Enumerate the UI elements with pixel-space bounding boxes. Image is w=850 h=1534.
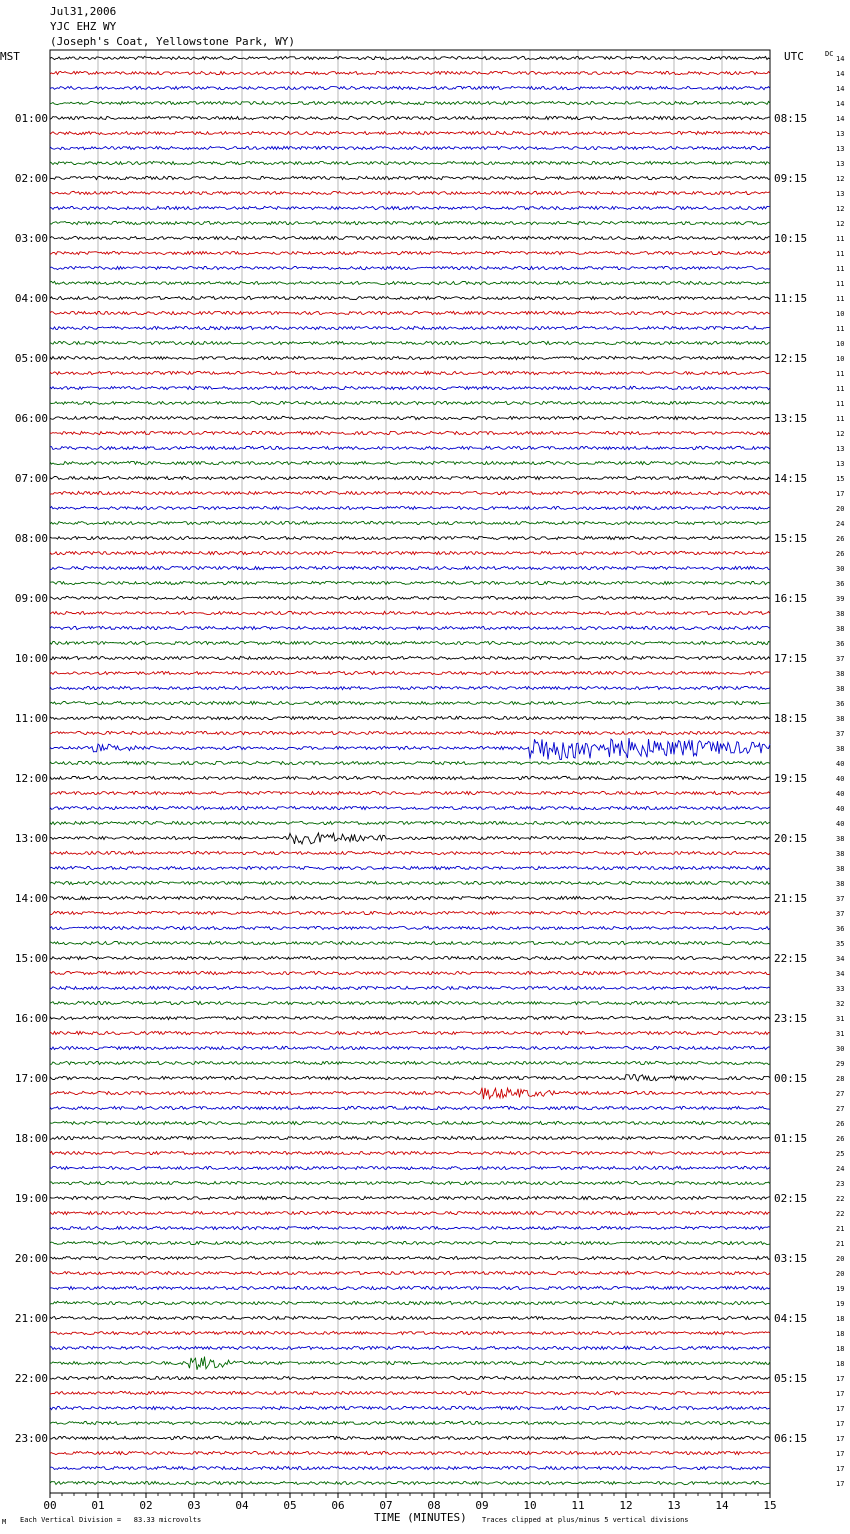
dc-offset-value: 11: [836, 265, 845, 273]
mst-hour-label: 06:00: [14, 412, 48, 425]
x-tick-label: 04: [235, 1499, 249, 1512]
dc-offset-value: 26: [836, 1135, 845, 1143]
seismic-trace: [50, 1196, 770, 1199]
x-tick-label: 07: [379, 1499, 393, 1512]
mst-hour-label: 10:00: [14, 652, 48, 665]
seismic-trace: [50, 86, 770, 89]
seismic-trace: [50, 596, 770, 599]
seismic-trace: [50, 356, 770, 359]
seismic-trace: [50, 1451, 770, 1454]
seismic-trace: [50, 1181, 770, 1184]
utc-hour-label: 09:15: [774, 172, 808, 185]
dc-offset-value: 22: [836, 1210, 845, 1218]
seismic-trace: [50, 491, 770, 494]
mst-hour-label: 08:00: [14, 532, 48, 545]
seismic-trace: [50, 131, 770, 134]
mst-hour-label: 04:00: [14, 292, 48, 305]
seismic-trace: [50, 251, 770, 254]
x-tick-label: 11: [571, 1499, 585, 1512]
x-tick-label: 02: [139, 1499, 153, 1512]
dc-offset-value: 36: [836, 700, 845, 708]
dc-offset-value: 13: [836, 160, 845, 168]
mst-hour-label: 13:00: [14, 832, 48, 845]
mst-hour-label: 01:00: [14, 112, 48, 125]
seismic-trace: [50, 476, 770, 479]
seismic-trace: [50, 686, 770, 689]
dc-offset-value: 17: [836, 1375, 845, 1383]
dc-offset-value: 13: [836, 190, 845, 198]
dc-offset-value: 14: [836, 100, 845, 108]
seismic-trace: [50, 1256, 770, 1259]
x-tick-label: 06: [331, 1499, 345, 1512]
dc-offset-value: 20: [836, 505, 845, 513]
dc-offset-value: 17: [836, 1450, 845, 1458]
x-tick-label: 09: [475, 1499, 489, 1512]
utc-hour-label: 04:15: [774, 1312, 808, 1325]
mst-hour-label: 03:00: [14, 232, 48, 245]
utc-hour-label: 05:15: [774, 1372, 808, 1385]
clip-note: Traces clipped at plus/minus 5 vertical divisions: [482, 1516, 689, 1524]
dc-offset-value: 12: [836, 430, 845, 438]
dc-offset-value: 12: [836, 175, 845, 183]
utc-hour-label: 18:15: [774, 712, 808, 725]
dc-offset-label: DC: [825, 50, 834, 58]
mst-hour-label: 15:00: [14, 952, 48, 965]
mst-hour-label: 07:00: [14, 472, 48, 485]
seismic-trace: [50, 1241, 770, 1244]
utc-hour-label: 21:15: [774, 892, 808, 905]
seismic-trace: [50, 566, 770, 569]
seismic-trace: [50, 1226, 770, 1229]
seismic-trace: [50, 833, 770, 844]
utc-hour-label: 22:15: [774, 952, 808, 965]
seismic-trace: [50, 506, 770, 509]
seismic-trace: [50, 716, 770, 719]
dc-offset-value: 24: [836, 1165, 845, 1173]
dc-offset-value: 37: [836, 895, 845, 903]
seismic-trace: [50, 1436, 770, 1439]
seismic-trace: [50, 1106, 770, 1109]
seismic-trace: [50, 941, 770, 944]
seismic-trace: [50, 1376, 770, 1379]
dc-offset-value: 17: [836, 1435, 845, 1443]
mst-hour-label: 21:00: [14, 1312, 48, 1325]
seismic-trace: [50, 971, 770, 974]
mst-hour-label: 18:00: [14, 1132, 48, 1145]
dc-offset-value: 11: [836, 385, 845, 393]
left-timezone-label: MST: [0, 50, 20, 63]
seismic-trace: [50, 1088, 770, 1100]
seismic-trace: [50, 431, 770, 434]
utc-hour-label: 06:15: [774, 1432, 808, 1445]
dc-offset-value: 30: [836, 1045, 845, 1053]
seismic-trace: [50, 401, 770, 404]
dc-offset-value: 11: [836, 325, 845, 333]
x-tick-label: 01: [91, 1499, 105, 1512]
seismic-trace: [50, 1031, 770, 1034]
mst-hour-label: 12:00: [14, 772, 48, 785]
dc-offset-value: 14: [836, 115, 845, 123]
dc-offset-value: 12: [836, 220, 845, 228]
seismic-trace: [50, 1331, 770, 1334]
dc-offset-value: 11: [836, 250, 845, 258]
seismic-trace: [50, 191, 770, 194]
dc-offset-value: 14: [836, 85, 845, 93]
dc-offset-value: 36: [836, 925, 845, 933]
seismic-trace: [50, 776, 770, 779]
seismic-trace: [50, 341, 770, 344]
dc-offset-value: 34: [836, 970, 845, 978]
seismic-trace: [50, 1346, 770, 1349]
station-code: YJC EHZ WY: [50, 20, 117, 33]
seismic-trace: [50, 56, 770, 59]
seismic-trace: [50, 1357, 770, 1370]
x-tick-label: 08: [427, 1499, 441, 1512]
record-date: Jul31,2006: [50, 5, 117, 18]
seismic-trace: [50, 386, 770, 389]
seismic-trace: [50, 1061, 770, 1064]
x-tick-label: 05: [283, 1499, 297, 1512]
dc-offset-value: 11: [836, 295, 845, 303]
seismic-trace: [50, 1001, 770, 1004]
dc-offset-value: 11: [836, 370, 845, 378]
seismic-trace: [50, 161, 770, 164]
seismic-trace: [50, 1121, 770, 1124]
seismic-trace: [50, 896, 770, 899]
dc-offset-value: 31: [836, 1030, 845, 1038]
mst-hour-label: 19:00: [14, 1192, 48, 1205]
utc-hour-label: 19:15: [774, 772, 808, 785]
seismic-trace: [50, 146, 770, 149]
seismic-trace: [50, 1301, 770, 1304]
mst-hour-label: 09:00: [14, 592, 48, 605]
seismic-trace: [50, 956, 770, 959]
right-timezone-label: UTC: [784, 50, 804, 63]
dc-offset-value: 19: [836, 1285, 845, 1293]
dc-offset-value: 17: [836, 1405, 845, 1413]
seismic-trace: [50, 521, 770, 524]
seismic-trace: [50, 1286, 770, 1289]
seismic-trace: [50, 1075, 770, 1081]
dc-offset-value: 37: [836, 910, 845, 918]
dc-offset-value: 38: [836, 670, 845, 678]
seismic-trace: [50, 1016, 770, 1019]
dc-offset-value: 25: [836, 1150, 845, 1158]
dc-offset-value: 15: [836, 475, 845, 483]
dc-offset-value: 37: [836, 655, 845, 663]
mst-hour-label: 14:00: [14, 892, 48, 905]
dc-offset-value: 17: [836, 1480, 845, 1488]
seismic-trace: [50, 1271, 770, 1274]
seismic-trace: [50, 731, 770, 734]
dc-offset-value: 26: [836, 1120, 845, 1128]
dc-offset-value: 38: [836, 715, 845, 723]
seismic-trace: [50, 71, 770, 74]
utc-hour-label: 02:15: [774, 1192, 808, 1205]
utc-hour-label: 13:15: [774, 412, 808, 425]
dc-offset-value: 32: [836, 1000, 845, 1008]
dc-offset-value: 39: [836, 595, 845, 603]
seismic-trace: [50, 416, 770, 419]
seismic-trace: [50, 656, 770, 659]
seismic-trace: [50, 626, 770, 629]
dc-offset-value: 35: [836, 940, 845, 948]
seismic-trace: [50, 536, 770, 539]
seismic-trace: [50, 1391, 770, 1394]
seismic-trace: [50, 371, 770, 374]
dc-offset-value: 10: [836, 340, 845, 348]
dc-offset-value: 27: [836, 1090, 845, 1098]
utc-hour-label: 17:15: [774, 652, 808, 665]
dc-offset-value: 22: [836, 1195, 845, 1203]
x-tick-label: 00: [43, 1499, 57, 1512]
dc-offset-value: 13: [836, 460, 845, 468]
seismic-trace: [50, 1046, 770, 1049]
dc-offset-value: 10: [836, 310, 845, 318]
dc-offset-value: 10: [836, 355, 845, 363]
seismic-trace: [50, 881, 770, 884]
dc-offset-value: 38: [836, 685, 845, 693]
dc-offset-value: 34: [836, 955, 845, 963]
seismic-trace: [50, 701, 770, 704]
seismic-trace: [50, 806, 770, 809]
seismic-trace: [50, 1481, 770, 1484]
mst-hour-label: 11:00: [14, 712, 48, 725]
dc-offset-value: 28: [836, 1075, 845, 1083]
seismic-trace: [50, 1166, 770, 1169]
dc-offset-value: 38: [836, 880, 845, 888]
seismic-trace: [50, 266, 770, 269]
utc-hour-label: 16:15: [774, 592, 808, 605]
x-tick-label: 14: [715, 1499, 729, 1512]
dc-offset-value: 24: [836, 520, 845, 528]
x-tick-label: 12: [619, 1499, 633, 1512]
dc-offset-value: 40: [836, 790, 845, 798]
seismic-trace: [50, 851, 770, 854]
seismic-trace: [50, 236, 770, 239]
utc-hour-label: 12:15: [774, 352, 808, 365]
dc-offset-value: 11: [836, 415, 845, 423]
utc-hour-label: 23:15: [774, 1012, 808, 1025]
seismic-trace: [50, 761, 770, 764]
dc-offset-value: 30: [836, 565, 845, 573]
seismic-trace: [50, 738, 770, 760]
dc-offset-value: 18: [836, 1345, 845, 1353]
seismic-trace: [50, 581, 770, 584]
x-tick-label: 03: [187, 1499, 201, 1512]
mst-hour-label: 17:00: [14, 1072, 48, 1085]
seismic-trace: [50, 671, 770, 674]
seismic-trace: [50, 296, 770, 299]
seismic-trace: [50, 866, 770, 869]
dc-offset-value: 19: [836, 1300, 845, 1308]
dc-offset-value: 40: [836, 775, 845, 783]
dc-offset-value: 38: [836, 865, 845, 873]
seismic-trace: [50, 986, 770, 989]
seismic-trace: [50, 611, 770, 614]
seismic-trace: [50, 1316, 770, 1319]
dc-offset-value: 38: [836, 625, 845, 633]
seismic-trace: [50, 116, 770, 119]
dc-offset-value: 37: [836, 730, 845, 738]
utc-hour-label: 00:15: [774, 1072, 808, 1085]
dc-offset-value: 29: [836, 1060, 845, 1068]
seismic-trace: [50, 1136, 770, 1139]
seismic-trace: [50, 1406, 770, 1409]
utc-hour-label: 20:15: [774, 832, 808, 845]
dc-offset-value: 17: [836, 1420, 845, 1428]
dc-offset-value: 13: [836, 445, 845, 453]
seismic-trace: [50, 641, 770, 644]
dc-offset-value: 38: [836, 745, 845, 753]
seismic-trace: [50, 176, 770, 179]
mst-hour-label: 20:00: [14, 1252, 48, 1265]
mst-hour-label: 16:00: [14, 1012, 48, 1025]
mst-hour-label: 05:00: [14, 352, 48, 365]
dc-offset-value: 11: [836, 280, 845, 288]
seismic-trace: [50, 911, 770, 914]
dc-offset-value: 40: [836, 820, 845, 828]
utc-hour-label: 15:15: [774, 532, 808, 545]
utc-hour-label: 10:15: [774, 232, 808, 245]
dc-offset-value: 14: [836, 55, 845, 63]
dc-offset-value: 12: [836, 205, 845, 213]
utc-hour-label: 14:15: [774, 472, 808, 485]
dc-offset-value: 36: [836, 580, 845, 588]
utc-hour-label: 08:15: [774, 112, 808, 125]
dc-offset-value: 14: [836, 70, 845, 78]
dc-offset-value: 33: [836, 985, 845, 993]
corner-mark: M: [2, 1518, 7, 1526]
dc-offset-value: 17: [836, 1465, 845, 1473]
dc-offset-value: 36: [836, 640, 845, 648]
scale-note: Each Vertical Division = 83.33 microvolts: [20, 1516, 202, 1524]
dc-offset-value: 26: [836, 535, 845, 543]
dc-offset-value: 11: [836, 400, 845, 408]
dc-offset-value: 40: [836, 760, 845, 768]
dc-offset-value: 38: [836, 850, 845, 858]
seismic-trace: [50, 461, 770, 464]
x-tick-label: 10: [523, 1499, 537, 1512]
seismic-trace: [50, 821, 770, 824]
seismic-trace: [50, 1211, 770, 1214]
utc-hour-label: 01:15: [774, 1132, 808, 1145]
mst-hour-label: 22:00: [14, 1372, 48, 1385]
seismic-trace: [50, 326, 770, 329]
dc-offset-value: 11: [836, 235, 845, 243]
seismic-trace: [50, 206, 770, 209]
dc-offset-value: 38: [836, 610, 845, 618]
seismic-trace: [50, 551, 770, 554]
dc-offset-value: 21: [836, 1225, 845, 1233]
x-tick-label: 13: [667, 1499, 681, 1512]
utc-hour-label: 11:15: [774, 292, 808, 305]
dc-offset-value: 38: [836, 835, 845, 843]
dc-offset-value: 13: [836, 145, 845, 153]
seismic-trace: [50, 281, 770, 284]
dc-offset-value: 31: [836, 1015, 845, 1023]
dc-offset-value: 27: [836, 1105, 845, 1113]
seismic-trace: [50, 1421, 770, 1424]
seismic-trace: [50, 446, 770, 449]
dc-offset-value: 26: [836, 550, 845, 558]
dc-offset-value: 13: [836, 130, 845, 138]
seismic-trace: [50, 1466, 770, 1469]
dc-offset-value: 18: [836, 1360, 845, 1368]
dc-offset-value: 23: [836, 1180, 845, 1188]
seismic-trace: [50, 311, 770, 314]
seismic-trace: [50, 101, 770, 104]
dc-offset-value: 18: [836, 1330, 845, 1338]
x-tick-label: 15: [763, 1499, 777, 1512]
utc-hour-label: 03:15: [774, 1252, 808, 1265]
x-axis-title: TIME (MINUTES): [374, 1511, 467, 1524]
dc-offset-value: 20: [836, 1270, 845, 1278]
seismic-trace: [50, 221, 770, 224]
seismic-trace: [50, 791, 770, 794]
seismic-trace: [50, 926, 770, 929]
station-location: (Joseph's Coat, Yellowstone Park, WY): [50, 35, 296, 48]
dc-offset-value: 21: [836, 1240, 845, 1248]
dc-offset-value: 17: [836, 1390, 845, 1398]
seismic-trace: [50, 1151, 770, 1154]
dc-offset-value: 20: [836, 1255, 845, 1263]
mst-hour-label: 02:00: [14, 172, 48, 185]
dc-offset-value: 40: [836, 805, 845, 813]
mst-hour-label: 23:00: [14, 1432, 48, 1445]
dc-offset-value: 17: [836, 490, 845, 498]
dc-offset-value: 18: [836, 1315, 845, 1323]
